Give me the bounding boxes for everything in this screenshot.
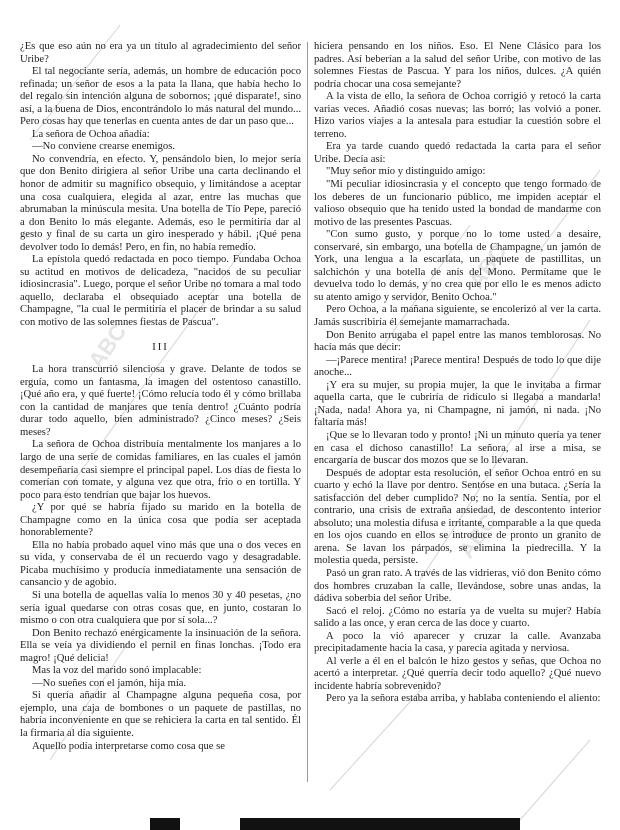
svg-text:ABC: ABC bbox=[83, 319, 132, 373]
paragraph: La señora de Ochoa añadía: bbox=[32, 128, 150, 140]
right-column bbox=[314, 41, 601, 706]
paragraph: ¡Que se lo llevaran todo y pronto! ¡Ni un minuto quería ya tener en casa el dichoso canastillo! La señora, al irse a misa, se encargaría de buscar dos mozos que se lo llevaran. bbox=[314, 429, 601, 467]
left-column bbox=[20, 41, 301, 753]
paragraph: La hora transcurrió silenciosa y grave. Delante de todos se erguía, como un fantasma, la imagen del ostentoso canastillo. ¡Qué año era, y qué fuerte! ¡Cómo relucía todo él y cómo brillaba con la cantidad de manjares que tenía dentro! ¿Cuánto podría durar todo aquello, bien administrado? ¿Cinco meses? ¿Seis meses? bbox=[20, 364, 301, 438]
svg-text:ABC: ABC bbox=[463, 239, 512, 293]
paragraph: Pasó un gran rato. A través de las vidrieras, vió don Benito cómo dos hombres cruzaban la calle, llevándose, sobre unas andas, la dádiva soberbia del señor Uribe. bbox=[314, 567, 601, 605]
paragraph: ¿Es que eso aún no era ya un título al agradecimiento del señor Uribe? bbox=[20, 41, 301, 65]
paragraph: Pero ya la señora estaba arriba, y hablaba conteniendo el aliento: bbox=[326, 693, 601, 705]
paragraph: A la vista de ello, la señora de Ochoa corrigió y retocó la carta varias veces. Añadió cosas nuevas; las borró; las volvió a poner. Hizo varios viajes a la antesala para estudiar la cuestión sobre el terreno. bbox=[314, 91, 601, 140]
paragraph: "Con sumo gusto, y porque no lo tome usted a desaire, conservaré, sin embargo, una botella de Champagne, un jamón de York, una lengua a la escarlata, un paquete de pastillitas, un salchichón y una botella de anís del Mono. Permítame que le devuelva todo lo demás, y no crea que por ello le es menos adicto su atento amigo y servidor, Benito Ochoa." bbox=[314, 229, 601, 303]
paragraph: Pero Ochoa, a la mañana siguiente, se encolerizó al ver la carta. Jamás suscribiría él semejante mamarrachada. bbox=[314, 304, 601, 329]
paragraph: La epístola quedó redactada en poco tiempo. Fundaba Ochoa su actitud en motivos de delicadeza, "nacidos de su peculiar idiosincrasia". Luego, porque el señor Uribe no tomara a mal todo aquello, declaraba el obsequiado aceptar una botella de Champagne, "la cual le permitiría el placer de brindar a su salud con motivo de las solemnes fiestas de Pascua". bbox=[20, 254, 301, 329]
paragraph: Don Benito arrugaba el papel entre las manos temblorosas. No hacía más que decir: bbox=[314, 329, 601, 354]
bottom-edge-bar bbox=[150, 818, 180, 830]
paragraph: Don Benito rechazó enérgicamente la insinuación de la señora. Ella se veía ya dividiendo el pernil en finas lonchas. ¡Todo era magro! ¡Qué delicia! bbox=[20, 627, 301, 664]
paragraph: —¡Parece mentira! ¡Parece mentira! Después de todo lo que dije anoche... bbox=[314, 354, 601, 379]
paragraph: Después de adoptar esta resolución, el señor Ochoa entró en su cuarto y echó la llave por dentro. Sentóse en una butaca. ¿Sería la satisfacción del deber cumplido? No; no la sentía. Sentía, por el contrario, una crisis de extraña ansiedad, de descontento interior absoluto; una molestia difusa e irritante, comparable a la que queda en los ojos cuando en ellos se introduce de pronto un granito de arena. Se lavan los párpados, se elimina la piedrecilla. Y la molestia queda, persiste. bbox=[314, 467, 601, 567]
paragraph: —No conviene crearse enemigos. bbox=[32, 141, 175, 153]
paragraph: "Muy señor mío y distinguido amigo: bbox=[326, 166, 486, 178]
paragraph: Era ya tarde cuando quedó redactada la carta para el señor Uribe. Decía así: bbox=[314, 141, 601, 165]
svg-text:ABC: ABC bbox=[453, 509, 502, 563]
paragraph: Aquello podía interpretarse como cosa que se bbox=[32, 740, 225, 752]
paragraph: Si una botella de aquellas valía lo menos 30 y 40 pesetas, ¿no sería igual quedarse con otras cosas que, en junto, costaran lo mismo o con otra cualquiera que por sí sola...? bbox=[20, 589, 301, 627]
paragraph: hiciera pensando en los niños. Eso. El Nene Clásico para los padres. Así beberían a la salud del señor Uribe, con motivo de las solemnes Fiestas de Pascua. Y para los niños, dulces. ¿A quién podría chocar una cosa semejante? bbox=[314, 41, 601, 90]
paragraph: No convendría, en efecto. Y, pensándolo bien, lo mejor sería que don Benito dirigiera al señor Uribe una carta declinando el honor de admitir su magnífico obsequio, y limitándose a aceptar una cosa cualquiera, elegida al azar, entre las muchas que abrumaban la minúscula mesita. Una botella de Tío Pepe, pareció a don Benito lo más elegante. Además, eso le permitiría dar al gesto y final de su carta un giro inesperado y hábil. ¡Qué pena devolver todo lo demás! Pero, en fin, no había remedio. bbox=[20, 153, 301, 253]
paragraph: —No sueñes con el jamón, hija mía. bbox=[32, 677, 187, 689]
paragraph: Si quería añadir al Champagne alguna pequeña cosa, por ejemplo, una caja de bombones o un paquete de pastillas, no habría inconveniente en que se rehiciera la carta en tal sentido. Él la firmaría al día siguiente. bbox=[20, 690, 301, 739]
paragraph: Mas la voz del marido sonó implacable: bbox=[32, 665, 202, 677]
paragraph: La señora de Ochoa distribuía mentalmente los manjares a lo largo de una serie de comidas familiares, en las cuales el jamón desempeñaría casi siempre el principal papel. Los días de fiesta lo comerían con tomate, y alguna vez que otra, frío o en tortilla. Y poco para esto tendrían que bajar los huevos. bbox=[20, 439, 301, 501]
paragraph: Sacó el reloj. ¿Cómo no estaría ya de vuelta su mujer? Había salido a las once, y eran cerca de las doce y cuarto. bbox=[314, 605, 601, 630]
bottom-edge-bar bbox=[240, 818, 520, 830]
paragraph: El tal negociante sería, además, un hombre de educación poco refinada; un señor de esos a la pata la llana, que había hecho lo del regalo sin intención alguna de sobornos; ¡qué disparate!, sino así, a la buena de Dios, encontrándolo lo más natural del mundo... Pero cosas hay que tenerlas en cuenta antes de dar un paso que... bbox=[20, 66, 301, 128]
section-number: III bbox=[152, 341, 169, 353]
paragraph: "Mi peculiar idiosincrasia y el concepto que tengo formado de los deberes de un funcionario público, me impiden aceptar el valioso obsequio que ha tenido usted la bondad de mandarme con motivo de las presentes Pascuas. bbox=[314, 179, 601, 228]
paragraph: ¿Y por qué se habría fijado su marido en la botella de Champagne como en la única cosa que podía ser aceptada honorablemente? bbox=[20, 502, 301, 539]
paragraph: Ella no había probado aquel vino más que una o dos veces en su vida, y conservaba de él un recuerdo vago y desagradable. Picaba muchísimo y producía inmediatamente una sensación de cansancio y de agobio. bbox=[20, 539, 301, 589]
paragraph: Al verle a él en el balcón le hizo gestos y señas, que Ochoa no acertó a interpretar. ¿Qué querría decir todo aquello? ¿Qué nuevo incidente habría sobrevenido? bbox=[314, 655, 601, 692]
column-divider bbox=[307, 42, 308, 782]
paragraph: A poco la vió aparecer y cruzar la calle. Avanzaba precipitadamente hacia la casa, y parecía agitada y nerviosa. bbox=[314, 630, 601, 655]
paragraph: ¡Y era su mujer, su propia mujer, la que le invitaba a firmar aquella carta, que le cubriría de ridículo si llegaba a mandarla! ¡Nada, nada! Ahora ya, ni Champagne, ni jamón, ni nada. ¡No faltaría más! bbox=[314, 379, 601, 429]
